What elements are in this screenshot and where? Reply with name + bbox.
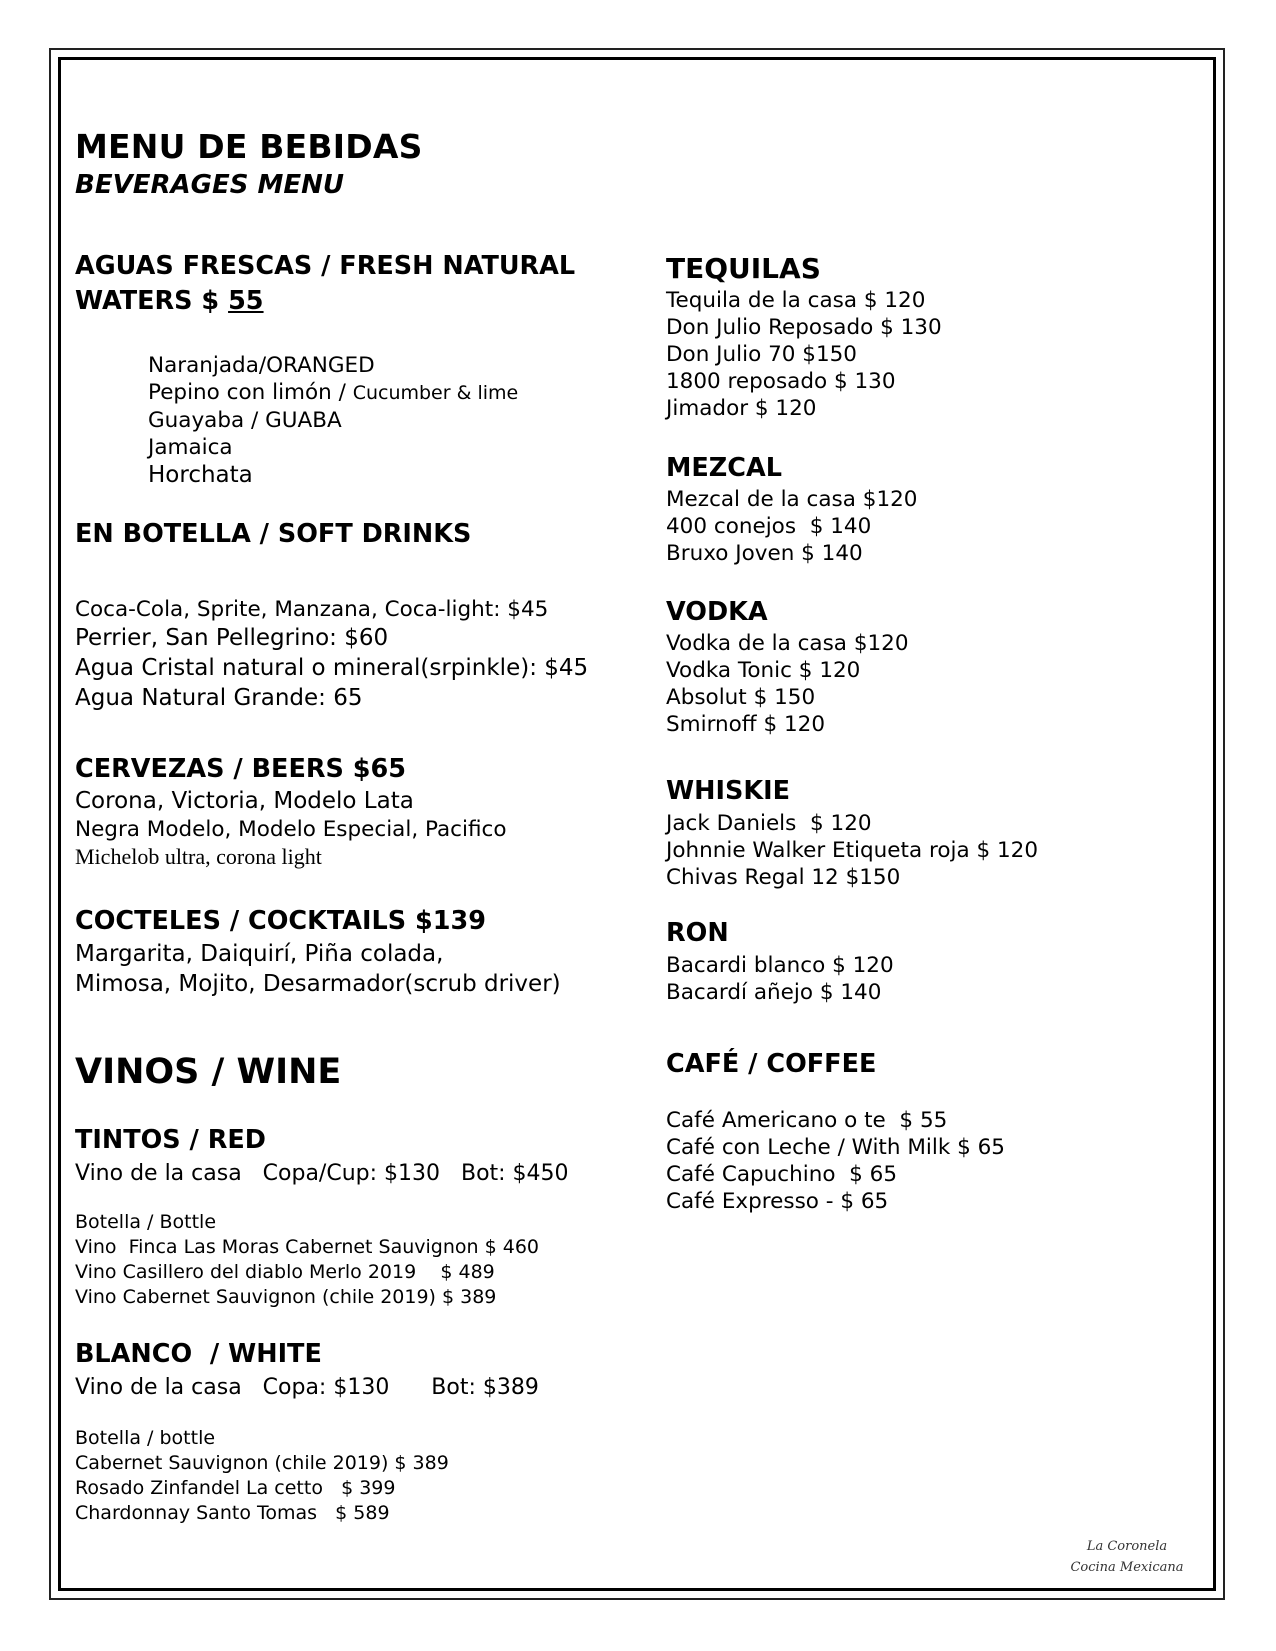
list-item: Michelob ultra, corona light — [75, 844, 322, 869]
list-item: 400 conejos $ 140 — [666, 514, 872, 539]
list-item: Corona, Victoria, Modelo Lata — [75, 788, 414, 814]
list-item: Don Julio 70 $150 — [666, 342, 857, 367]
white-bottle-label: Botella / bottle — [75, 1427, 216, 1449]
list-item: Bacardí añejo $ 140 — [666, 980, 882, 1005]
list-item: Jamaica — [148, 435, 233, 460]
list-item: Vino Cabernet Sauvignon (chile 2019) $ 389 — [75, 1286, 497, 1308]
list-item: Mimosa, Mojito, Desarmador(scrub driver) — [75, 971, 561, 997]
whiskie-heading: WHISKIE — [666, 776, 790, 806]
red-bottle-label: Botella / Bottle — [75, 1211, 217, 1233]
ron-list — [666, 952, 894, 1006]
restaurant-logo — [1062, 1536, 1192, 1578]
list-item: Johnnie Walker Etiqueta roja $ 120 — [666, 838, 1039, 863]
list-item: Jack Daniels $ 120 — [666, 811, 872, 836]
list-item: 1800 reposado $ 130 — [666, 369, 896, 394]
list-item: Naranjada/ORANGED — [148, 353, 375, 378]
red-wine-list — [75, 1210, 539, 1310]
tequilas-heading: TEQUILAS — [666, 252, 821, 285]
wine-heading: VINOS / WINE — [75, 1052, 342, 1092]
list-item: Absolut $ 150 — [666, 685, 816, 710]
aguas-heading-line1: AGUAS FRESCAS / FRESH NATURAL — [75, 251, 576, 281]
list-item: Guayaba / GUABA — [148, 408, 342, 433]
ron-heading: RON — [666, 918, 729, 948]
list-item: Agua Cristal natural o mineral(srpinkle): $45 — [75, 655, 589, 681]
list-item — [148, 379, 518, 407]
list-item: Vodka de la casa $120 — [666, 631, 909, 656]
list-item: Rosado Zinfandel La cetto $ 399 — [75, 1477, 396, 1499]
list-item: Café Expresso - $ 65 — [666, 1189, 889, 1214]
red-wine-house: Vino de la casa Copa/Cup: $130 Bot: $450 — [75, 1161, 569, 1186]
coffee-list — [666, 1107, 1005, 1215]
list-item: Café Americano o te $ 55 — [666, 1108, 948, 1133]
white-wine-house: Vino de la casa Copa: $130 Bot: $389 — [75, 1375, 539, 1400]
list-item: Don Julio Reposado $ 130 — [666, 315, 942, 340]
aguas-item2-main: Pepino con limón / — [148, 380, 353, 405]
list-item: Agua Natural Grande: 65 — [75, 685, 363, 711]
page-title: MENU DE BEBIDAS — [75, 127, 423, 166]
logo-line2: Cocina Mexicana — [1070, 1560, 1184, 1575]
list-item: Smirnoff $ 120 — [666, 712, 826, 737]
beers-list — [75, 786, 506, 870]
aguas-list — [148, 352, 518, 490]
list-item: Cabernet Sauvignon (chile 2019) $ 389 — [75, 1452, 449, 1474]
aguas-heading-text: WATERS $ — [75, 286, 229, 316]
red-wine-heading: TINTOS / RED — [75, 1125, 266, 1155]
aguas-price: 55 — [228, 286, 264, 316]
soft-heading: EN BOTELLA / SOFT DRINKS — [75, 519, 472, 549]
vodka-heading: VODKA — [666, 597, 768, 627]
cocktails-heading: COCTELES / COCKTAILS $139 — [75, 906, 486, 936]
list-item: Café con Leche / With Milk $ 65 — [666, 1135, 1005, 1160]
list-item: Vodka Tonic $ 120 — [666, 658, 861, 683]
list-item: Bruxo Joven $ 140 — [666, 541, 863, 566]
coffee-heading: CAFÉ / COFFEE — [666, 1049, 877, 1079]
list-item: Jimador $ 120 — [666, 396, 817, 421]
list-item: Café Capuchino $ 65 — [666, 1162, 898, 1187]
aguas-item2-en: Cucumber & lime — [352, 382, 519, 404]
list-item: Coca-Cola, Sprite, Manzana, Coca-light: $45 — [75, 597, 549, 622]
white-wine-list — [75, 1426, 449, 1526]
cocktails-list — [75, 939, 561, 999]
list-item: Chardonnay Santo Tomas $ 589 — [75, 1502, 390, 1524]
list-item: Vino Finca Las Moras Cabernet Sauvignon $ 460 — [75, 1236, 540, 1258]
mezcal-list — [666, 486, 917, 567]
soft-list — [75, 596, 588, 713]
list-item: Horchata — [148, 462, 253, 488]
aguas-heading — [75, 249, 575, 319]
list-item: Mezcal de la casa $120 — [666, 487, 918, 512]
beers-heading: CERVEZAS / BEERS $65 — [75, 754, 406, 784]
list-item: Chivas Regal 12 $150 — [666, 865, 901, 890]
list-item: Perrier, San Pellegrino: $60 — [75, 625, 389, 651]
aguas-heading-line2 — [75, 284, 575, 319]
vodka-list — [666, 630, 909, 738]
white-wine-heading: BLANCO / WHITE — [75, 1339, 322, 1369]
list-item: Vino Casillero del diablo Merlo 2019 $ 489 — [75, 1261, 495, 1283]
whiskie-list — [666, 810, 1038, 891]
mezcal-heading: MEZCAL — [666, 453, 782, 483]
tequilas-list — [666, 287, 942, 422]
list-item: Negra Modelo, Modelo Especial, Pacifico — [75, 817, 507, 842]
list-item: Bacardi blanco $ 120 — [666, 953, 894, 978]
list-item: Tequila de la casa $ 120 — [666, 288, 926, 313]
page-subtitle: BEVERAGES MENU — [75, 170, 344, 200]
logo-line1: La Coronela — [1086, 1539, 1168, 1554]
list-item: Margarita, Daiquirí, Piña colada, — [75, 941, 444, 967]
